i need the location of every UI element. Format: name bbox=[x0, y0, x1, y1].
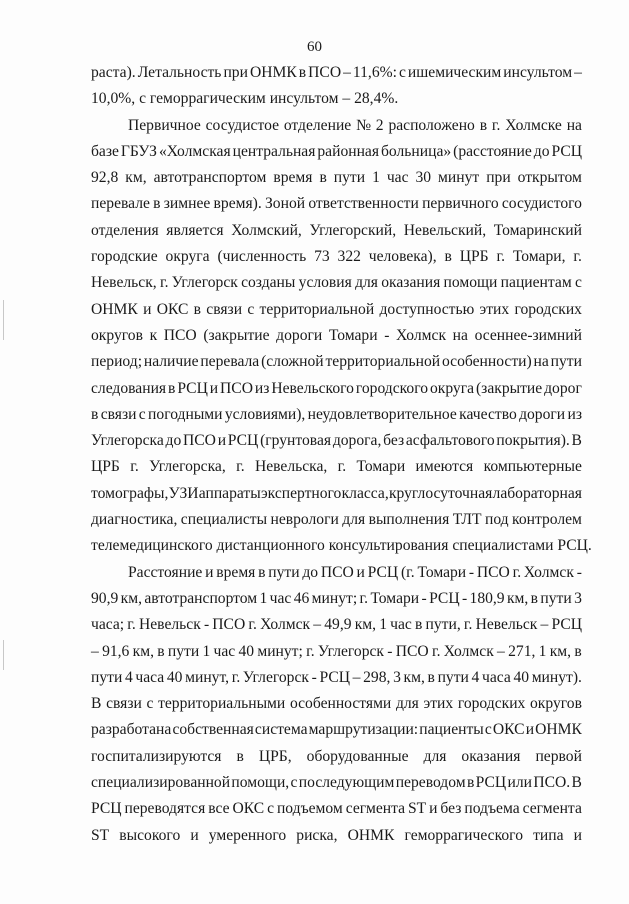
text-line: округов к ПСО (закрытие дороги Томари - Холмск на осеннее-зимний bbox=[91, 326, 582, 344]
scan-margin-mark bbox=[3, 300, 4, 340]
text-line: РСЦ переводятся все ОКС с подъемом сегмента ST и без подъема сегмента bbox=[91, 800, 582, 818]
text-line: Расстояние и время в пути до ПСО и РСЦ (г. Томари - ПСО г. Холмск - bbox=[128, 563, 582, 581]
text-line: томографы, УЗИ аппараты экспертного класса, круглосуточная лабораторная bbox=[91, 484, 582, 502]
text-line: в связи с погодными условиями), неудовлетворительное качество дороги из bbox=[91, 405, 582, 423]
text-line: Углегорска до ПСО и РСЦ (грунтовая дорога, без асфальтового покрытия). В bbox=[91, 432, 582, 450]
text-line: городские округа (численность 73 322 человека), в ЦРБ г. Томари, г. bbox=[91, 248, 582, 266]
text-line: ST высокого и умеренного риска, ОНМК геморрагического типа и bbox=[91, 826, 582, 844]
text-line: Невельск, г. Углегорск созданы условия для оказания помощи пациентам с bbox=[91, 274, 582, 292]
text-line: Первичное сосудистое отделение № 2 расположено в г. Холмске на bbox=[128, 116, 582, 134]
text-line: 90,9 км, автотранспортом 1 час 46 минут; г. Томари - РСЦ - 180,9 км, в пути 3 bbox=[91, 589, 582, 607]
text-line: раста). Летальность при ОНМК в ПСО – 11,6%: с ишемическим инсультом – bbox=[91, 64, 582, 81]
text-line: В связи с территориальными особенностями для этих городских округов bbox=[91, 695, 582, 713]
text-line: разработана собственная система маршрутизации: пациенты с ОКС и ОНМК bbox=[91, 721, 582, 739]
text-line: часа; г. Невельск - ПСО г. Холмск – 49,9 км, 1 час в пути, г. Невельск – РСЦ bbox=[91, 616, 582, 634]
text-line: ЦРБ г. Углегорска, г. Невельска, г. Томари имеются компьютерные bbox=[91, 458, 582, 476]
text-line: 10,0%, с геморрагическим инсультом – 28,4%. bbox=[91, 90, 399, 108]
body-text bbox=[91, 60, 592, 849]
text-line: ОНМК и ОКС в связи с территориальной доступностью этих городских bbox=[91, 300, 582, 318]
text-line: диагностика, специалисты неврологи для выполнения ТЛТ под контролем bbox=[91, 511, 582, 529]
text-line: специализированной помощи, с последующим переводом в РСЦ или ПСО. В bbox=[91, 774, 582, 792]
text-line: телемедицинского дистанционного консультирования специалистами РСЦ. bbox=[91, 537, 592, 555]
scan-margin-mark bbox=[3, 640, 4, 670]
text-line: следования в РСЦ и ПСО из Невельского городского округа (закрытие дорог bbox=[91, 379, 582, 397]
text-line: пути 4 часа 40 минут, г. Углегорск - РСЦ – 298, 3 км, в пути 4 часа 40 минут). bbox=[91, 668, 582, 686]
page-number: 60 bbox=[307, 39, 322, 55]
text-line: перевале в зимнее время). Зоной ответственности первичного сосудистого bbox=[91, 195, 582, 213]
text-line: период; наличие перевала (сложной территориальной особенности) на пути bbox=[91, 353, 582, 371]
text-line: – 91,6 км, в пути 1 час 40 минут; г. Углегорск - ПСО г. Холмск – 271, 1 км, в bbox=[91, 642, 582, 660]
text-line: отделения является Холмский, Углегорский, Невельский, Томаринский bbox=[91, 221, 582, 239]
text-line: базе ГБУЗ «Холмская центральная районная больница» (расстояние до РСЦ bbox=[91, 142, 582, 160]
text-line: госпитализируются в ЦРБ, оборудованные для оказания первой bbox=[91, 747, 582, 765]
text-line: 92,8 км, автотранспортом время в пути 1 час 30 минут при открытом bbox=[91, 169, 582, 187]
